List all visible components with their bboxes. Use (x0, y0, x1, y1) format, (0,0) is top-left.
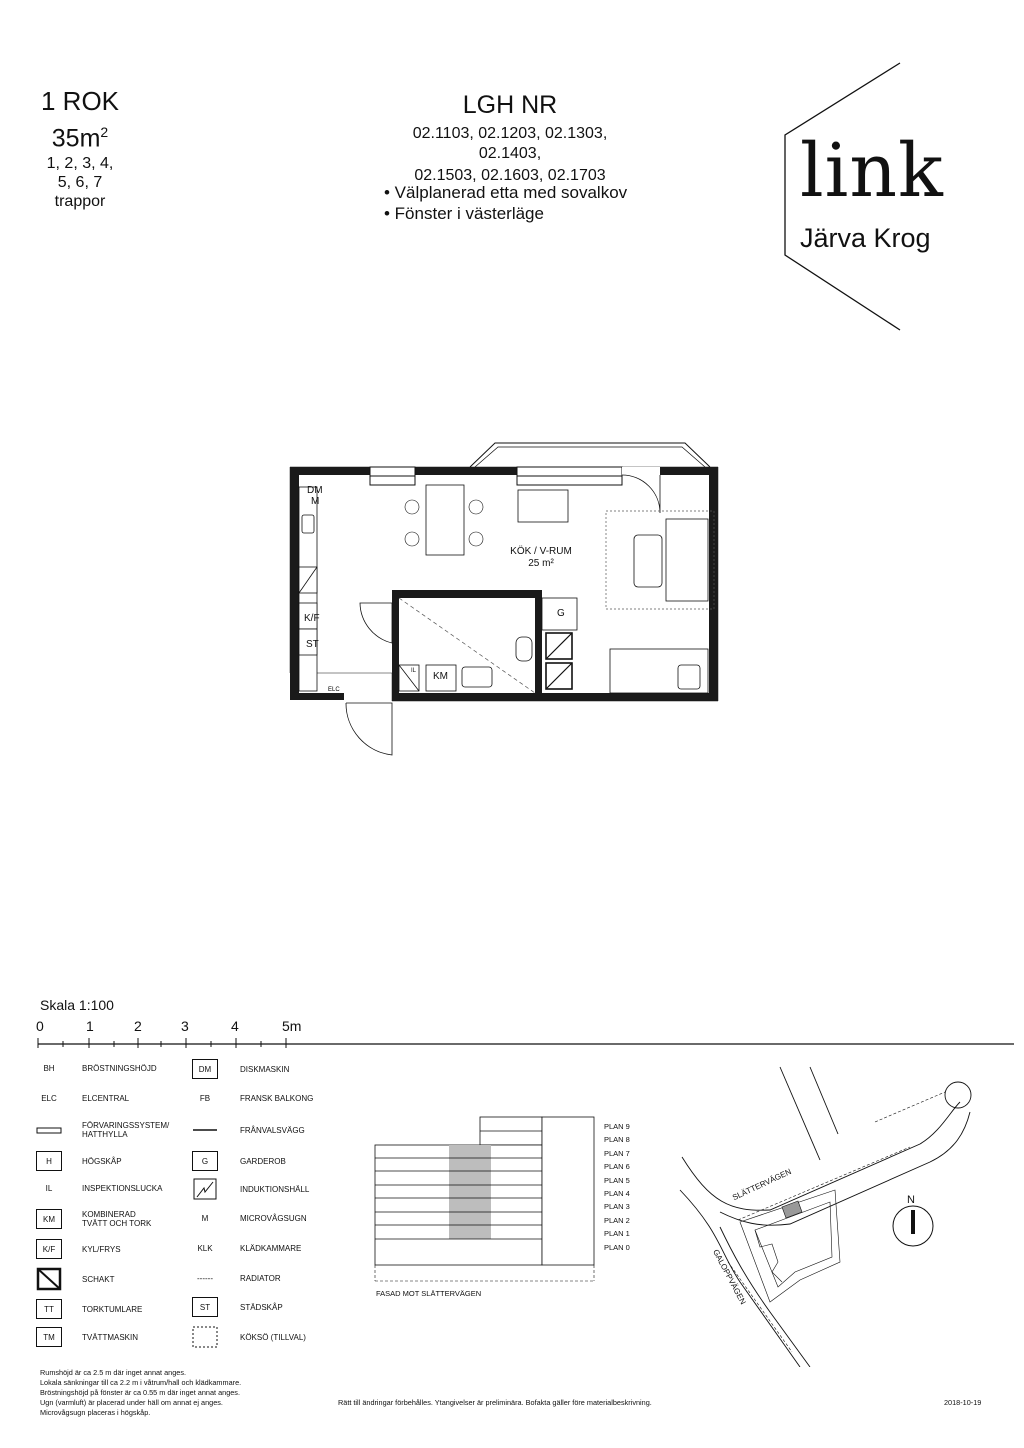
bathroom-wall (392, 590, 542, 598)
legend-code: G (192, 1151, 218, 1171)
shaft-symbol (36, 1267, 62, 1291)
partition-wall-symbol (192, 1125, 218, 1135)
legend-desc: STÄDSKÅP (240, 1302, 283, 1312)
legend-code: KM (36, 1209, 62, 1229)
kf-label: K/F (304, 613, 320, 624)
feature-item: • Fönster i västerläge (384, 204, 544, 223)
plan-label: PLAN 9 (604, 1122, 630, 1131)
floor-line-3: trappor (54, 193, 106, 211)
legend-row (36, 1208, 162, 1230)
apartment-numbers-title: LGH NR (462, 91, 558, 119)
street-label-galoppvagen: GALOPPVÄGEN (711, 1248, 748, 1307)
legend-desc: FRÅNVALSVÄGG (240, 1125, 305, 1135)
legend-row (192, 1325, 306, 1349)
legend-code: FB (199, 1093, 211, 1103)
scale-tick-5: 5m (282, 1018, 302, 1034)
legend-desc: KLÄDKAMMARE (240, 1243, 302, 1253)
west-wall (290, 467, 299, 700)
footer-note: Rumshöjd är ca 2.5 m där inget annat anges. (40, 1368, 187, 1377)
room-label (498, 546, 584, 570)
scale-tick-3: 3 (181, 1018, 189, 1034)
facade-caption: FASAD MOT SLÄTTERVÄGEN (376, 1289, 482, 1298)
legend-desc: KOMBINERAD TVÄTT OCH TORK (82, 1210, 152, 1228)
legend-code: M (201, 1213, 209, 1223)
footer-note: Microvågsugn placeras i högskåp. (40, 1408, 151, 1417)
legend-row (192, 1177, 309, 1201)
apartment-numbers (380, 88, 640, 186)
plan-label: PLAN 4 (604, 1188, 630, 1198)
room-area: 25 m² (528, 558, 554, 569)
street-label-slattervagen: SLÄTTERVÄGEN (731, 1167, 793, 1203)
legend-code: TT (36, 1299, 62, 1319)
legend-desc: ELCENTRAL (82, 1093, 130, 1103)
legend-code: IL (45, 1183, 53, 1193)
legend-desc: BRÖSTNINGSHÖJD (82, 1063, 157, 1073)
elc-label: ELC (328, 687, 340, 693)
legend-row (36, 1238, 121, 1260)
plan-label: PLAN 7 (604, 1148, 630, 1158)
legend-code: ST (192, 1297, 218, 1317)
plan-label: PLAN 0 (604, 1242, 630, 1252)
logo-wordmark: link (800, 128, 944, 214)
area-unit-sup: 2 (100, 124, 109, 140)
legend-desc: INSPEKTIONSLUCKA (82, 1183, 163, 1193)
room-name: KÖK / V-RUM (510, 546, 572, 557)
legend-desc: GARDEROB (240, 1156, 286, 1166)
north-arrow (911, 1210, 915, 1234)
site-map (660, 1062, 980, 1367)
legend-row (192, 1120, 305, 1140)
south-wall (392, 693, 718, 701)
legend-desc: MICROVÅGSUGN (240, 1213, 307, 1223)
floor-plan (280, 435, 730, 775)
floor-line-1: 1, 2, 3, 4, (46, 155, 114, 173)
kitchen-island-symbol (192, 1325, 218, 1349)
legend-row (36, 1178, 162, 1198)
st-label: ST (306, 639, 319, 650)
storage-symbol (36, 1125, 62, 1135)
legend-desc: SCHAKT (82, 1274, 115, 1284)
footer-notes (40, 1368, 300, 1418)
plan-label: PLAN 5 (604, 1175, 630, 1185)
legend-desc: FÖRVARINGSSYSTEM/ HATTHYLLA (82, 1121, 170, 1139)
feature-item: • Välplanerad etta med sovalkov (384, 183, 628, 202)
scale-tick-2: 2 (134, 1018, 142, 1034)
legend-row (192, 1268, 281, 1288)
legend-code: K/F (36, 1239, 62, 1259)
plan-label: PLAN 1 (604, 1229, 630, 1239)
legend-row (192, 1238, 301, 1258)
legend-row (36, 1088, 129, 1108)
legend-code: BH (43, 1063, 55, 1073)
legend-code: TM (36, 1327, 62, 1347)
apartment-area (20, 116, 140, 154)
m-label: M (311, 496, 320, 507)
legend-desc: DISKMASKIN (240, 1064, 290, 1074)
legend-code: ELC (41, 1093, 57, 1103)
legend-desc: FRANSK BALKONG (240, 1093, 314, 1103)
legend-code: ------ (197, 1273, 213, 1283)
footer-note: Bröstningshöjd på fönster är ca 0.55 m där inget annat anges. (40, 1388, 240, 1397)
legend-row (36, 1150, 122, 1172)
legend-row (36, 1058, 157, 1078)
km-label: KM (433, 671, 448, 682)
scale-tick-0: 0 (36, 1018, 44, 1034)
legend-row (36, 1120, 177, 1140)
legend-desc: INDUKTIONSHÄLL (240, 1184, 310, 1194)
legend-row (36, 1298, 142, 1320)
legend-desc: TORKTUMLARE (82, 1304, 143, 1314)
facade-diagram (372, 1115, 602, 1287)
legend-row (36, 1267, 114, 1291)
legend-desc: KYL/FRYS (82, 1244, 121, 1254)
legend-desc: RADIATOR (240, 1273, 281, 1283)
plan-label: PLAN 2 (604, 1215, 630, 1225)
footer-note: Lokala sänkningar till ca 2.2 m i våtrum/hall och klädkammare. (40, 1378, 242, 1387)
legend-row (192, 1150, 286, 1172)
legend-row (192, 1058, 289, 1080)
dm-label: DM (307, 485, 323, 496)
scale-tick-1: 1 (86, 1018, 94, 1034)
legend-desc: KÖKSÖ (TILLVAL) (240, 1332, 306, 1342)
legend-code: DM (192, 1059, 218, 1079)
legend-row (192, 1296, 283, 1318)
floor-line-2: 5, 6, 7 (57, 174, 103, 192)
feature-list (384, 182, 627, 224)
il-label: IL (411, 668, 417, 674)
apartment-numbers-line-1: 02.1103, 02.1203, 02.1303, 02.1403, (412, 125, 608, 162)
area-value: 35m (51, 124, 101, 153)
legend-row (36, 1326, 138, 1348)
logo-subtitle: Järva Krog (800, 223, 931, 253)
legend-desc: HÖGSKÅP (82, 1156, 122, 1166)
plan-label: PLAN 3 (604, 1202, 630, 1212)
induction-hob-symbol (192, 1177, 218, 1201)
facade-plan-list (604, 1122, 644, 1256)
room-count: 1 ROK (40, 86, 120, 116)
scale-tick-4: 4 (231, 1018, 239, 1034)
apartment-summary (20, 86, 140, 211)
footer-note: Ugn (varmluft) är placerad under häll om annat ej anges. (40, 1398, 223, 1407)
scale-bar (36, 1036, 1016, 1050)
legend-row (192, 1088, 313, 1108)
plan-label: PLAN 8 (604, 1135, 630, 1145)
plan-label: PLAN 6 (604, 1162, 630, 1172)
balcony-outline (470, 443, 710, 467)
apartment-numbers-line-2: 02.1503, 02.1603, 02.1703 (414, 167, 606, 184)
east-wall (709, 467, 718, 701)
legend-row (192, 1208, 307, 1228)
scale-title: Skala 1:100 (40, 997, 114, 1013)
legend-code: KLK (197, 1243, 213, 1253)
north-label: N (907, 1194, 915, 1206)
legend-code: H (36, 1151, 62, 1171)
legend-desc: TVÄTTMASKIN (82, 1332, 139, 1342)
footer-date: 2018-10-19 (944, 1398, 982, 1407)
g-label: G (557, 608, 565, 619)
footer-disclaimer: Rätt till ändringar förbehålles. Ytangivelser är preliminära. Bofakta gäller före materialbeskrivning. (338, 1398, 652, 1407)
